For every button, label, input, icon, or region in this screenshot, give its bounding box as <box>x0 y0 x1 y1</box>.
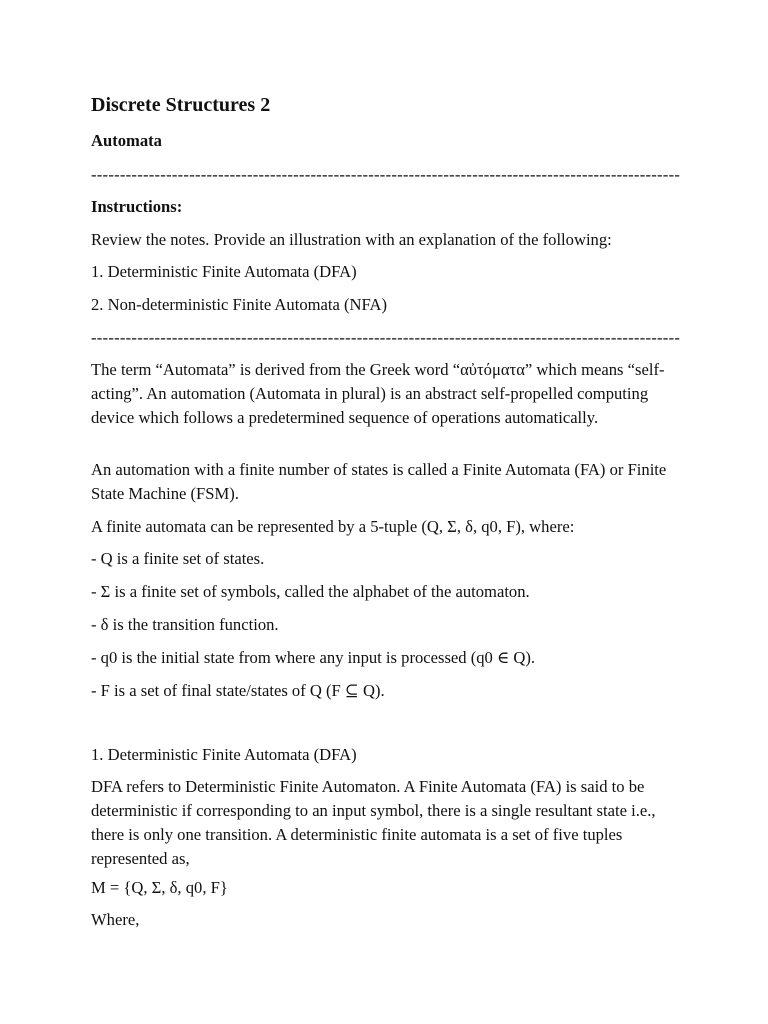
tuple-item-f: - F is a set of final state/states of Q (F ⊆ Q). <box>91 681 385 700</box>
dfa-heading: 1. Deterministic Finite Automata (DFA) <box>91 745 357 764</box>
finite-automata-paragraph: An automation with a finite number of states is called a Finite Automata (FA) or Finite State Machine (FSM). <box>91 460 667 503</box>
instructions-item-dfa: 1. Deterministic Finite Automata (DFA) <box>91 262 357 281</box>
tuple-item-delta: - δ is the transition function. <box>91 615 279 634</box>
divider-bottom: ------------------------------------------------------------------------------------------------------ <box>91 328 681 347</box>
tuple-intro: A finite automata can be represented by a 5-tuple (Q, Σ, δ, q0, F), where: <box>91 517 575 536</box>
where-label: Where, <box>91 910 140 929</box>
instructions-heading: Instructions: <box>91 197 183 216</box>
divider-top: ------------------------------------------------------------------------------------------------------ <box>91 165 681 184</box>
dfa-tuple: M = {Q, Σ, δ, q0, F} <box>91 878 228 897</box>
dfa-paragraph: DFA refers to Deterministic Finite Automaton. A Finite Automata (FA) is said to be deterministic if corresponding to an input symbol, there is a single resultant state i.e., there is only one transition. A deterministic finite automata is a set of five tuples represented as, <box>91 777 656 868</box>
instructions-text: Review the notes. Provide an illustration with an explanation of the following: <box>91 230 612 249</box>
document-title: Discrete Structures 2 <box>91 94 271 116</box>
document-subtitle: Automata <box>91 131 162 150</box>
tuple-item-q0: - q0 is the initial state from where any input is processed (q0 ∈ Q). <box>91 648 536 667</box>
tuple-item-q: - Q is a finite set of states. <box>91 549 265 568</box>
intro-paragraph: The term “Automata” is derived from the Greek word “αὐτόματα” which means “self-acting”. An automation (Automata in plural) is an abstract self-propelled computing device which follows a predetermined sequence of operations automatically. <box>91 360 665 427</box>
tuple-item-sigma: - Σ is a finite set of symbols, called the alphabet of the automaton. <box>91 582 530 601</box>
instructions-item-nfa: 2. Non-deterministic Finite Automata (NFA) <box>91 295 388 314</box>
